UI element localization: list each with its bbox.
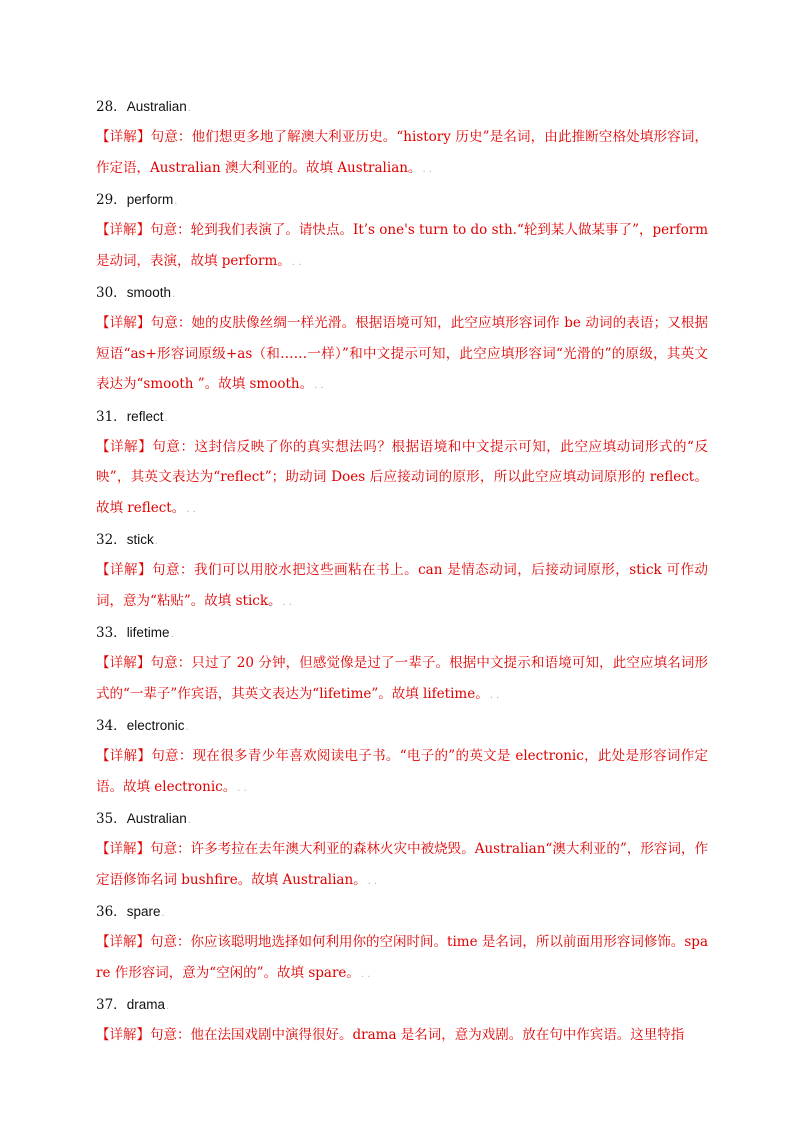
answer-word: perform <box>126 192 174 207</box>
question-number: 30． <box>96 285 127 301</box>
explanation: 【详解】句意：只过了 20 分钟，但感觉像是过了一辈子。根据中文提示和语境可知，此空应填名词形式的“一辈子”作宾语，其英文表达为“lifetime”。故填 lifetime。. . <box>96 655 709 702</box>
explanation-text: 句意：轮到我们表演了。请快点。It’s one's turn to do sth.“轮到某人做某事了”，perform 是动词，表演，故填 perform。 <box>96 222 708 269</box>
answer-line: 37．drama. <box>96 997 170 1013</box>
answer-word: drama <box>126 997 165 1012</box>
explanation: 【详解】句意：她的皮肤像丝绸一样光滑。根据语境可知，此空应填形容词作 be 动词的表语；又根据短语“as+形容词原级+as（和……一样）”和中文提示可知，此空应填形容词“光滑的”的原级，其英文表达为“smooth ”。故填 smooth。. . <box>96 315 709 392</box>
detail-label: 【详解】 <box>96 841 151 857</box>
explanation: 【详解】句意：轮到我们表演了。请快点。It’s one's turn to do sth.“轮到某人做某事了”，perform 是动词，表演，故填 perform。. . <box>96 222 708 269</box>
detail-label: 【详解】 <box>96 438 153 455</box>
detail-label: 【详解】 <box>96 222 151 238</box>
item-37 <box>96 990 708 1051</box>
item-29 <box>96 185 708 278</box>
explanation: 【详解】句意：这封信反映了你的真实想法吗？根据语境和中文提示可知，此空应填动词形式的“反映”，其英文表达为“reflect”；助动词 Does 后应接动词的原形，所以此空应填动词原形的 reflect。故填 reflect。. . <box>96 438 709 516</box>
question-number: 31． <box>96 408 127 425</box>
answer-word: lifetime <box>126 625 170 640</box>
item-28 <box>96 92 708 185</box>
item-33 <box>96 618 708 711</box>
answer-line: 34．electronic. <box>96 718 189 734</box>
answer-word: reflect <box>126 408 164 424</box>
explanation-text: 句意：他在法国戏剧中演得很好。drama 是名词，意为戏剧。放在句中作宾语。这里特指 <box>150 1027 685 1043</box>
answer-line: 30．smooth. <box>96 285 176 301</box>
answer-sheet <box>96 92 708 1051</box>
explanation-text: 句意：你应该聪明地选择如何利用你的空闲时间。time 是名词，所以前面用形容词修饰。spare 作形容词，意为“空闲的”。故填 spare。 <box>96 934 708 981</box>
explanation-text: 句意：只过了 20 分钟，但感觉像是过了一辈子。根据中文提示和语境可知，此空应填名词形式的“一辈子”作宾语，其英文表达为“lifetime”。故填 lifetime。 <box>96 655 709 702</box>
explanation-text: 句意：现在很多青少年喜欢阅读电子书。“电子的”的英文是 electronic，此处是形容词作定语。故填 electronic。 <box>96 748 709 795</box>
explanation: 【详解】句意：他们想更多地了解澳大利亚历史。“history 历史”是名词，由此推断空格处填形容词，作定语，Australian 澳大利亚的。故填 Australian。. . <box>96 129 709 176</box>
explanation-text: 句意：许多考拉在去年澳大利亚的森林火灾中被烧毁。Australian“澳大利亚的”，形容词，作定语修饰名词 bushfire。故填 Australian。 <box>96 841 709 888</box>
answer-word: Australian <box>126 99 187 114</box>
answer-line: 32．stick. <box>96 532 158 548</box>
detail-label: 【详解】 <box>96 1027 150 1043</box>
answer-word: smooth <box>126 285 171 300</box>
detail-label: 【详解】 <box>96 562 153 578</box>
answer-line: 31．reflect. <box>96 408 168 425</box>
explanation: 【详解】句意：你应该聪明地选择如何利用你的空闲时间。time 是名词，所以前面用形容词修饰。spare 作形容词，意为“空闲的”。故填 spare。. . <box>96 934 708 981</box>
answer-line: 29．perform. <box>96 192 178 208</box>
item-31 <box>96 402 708 526</box>
question-number: 34． <box>96 718 127 734</box>
item-36 <box>96 897 708 990</box>
explanation: 【详解】句意：现在很多青少年喜欢阅读电子书。“电子的”的英文是 electronic，此处是形容词作定语。故填 electronic。. . <box>96 748 709 795</box>
answer-line: 33．lifetime. <box>96 625 174 641</box>
item-35 <box>96 804 708 897</box>
explanation-text: 句意：这封信反映了你的真实想法吗？根据语境和中文提示可知，此空应填动词形式的“反映”，其英文表达为“reflect”；助动词 Does 后应接动词的原形，所以此空应填动词原形的 reflect。故填 reflect。 <box>96 438 709 516</box>
detail-label: 【详解】 <box>96 129 151 145</box>
item-30 <box>96 278 708 402</box>
answer-word: spare <box>126 904 161 919</box>
explanation <box>96 1020 708 1051</box>
question-number: 33． <box>96 625 127 641</box>
question-number: 32． <box>96 532 127 548</box>
question-number: 37． <box>96 997 127 1013</box>
explanation-text: 句意：他们想更多地了解澳大利亚历史。“history 历史”是名词，由此推断空格处填形容词，作定语，Australian 澳大利亚的。故填 Australian。 <box>96 129 709 176</box>
detail-label: 【详解】 <box>96 934 151 950</box>
explanation-text: 句意：她的皮肤像丝绸一样光滑。根据语境可知，此空应填形容词作 be 动词的表语；又根据短语“as+形容词原级+as（和……一样）”和中文提示可知，此空应填形容词“光滑的”的原级，其英文表达为“smooth ”。故填 smooth。 <box>96 315 709 392</box>
answer-line: 35．Australian. <box>96 811 191 827</box>
answer-line: 28．Australian. <box>96 99 191 115</box>
item-32 <box>96 525 708 618</box>
explanation: 【详解】句意：许多考拉在去年澳大利亚的森林火灾中被烧毁。Australian“澳大利亚的”，形容词，作定语修饰名词 bushfire。故填 Australian。. . <box>96 841 709 888</box>
detail-label: 【详解】 <box>96 748 152 764</box>
question-number: 29． <box>96 192 127 208</box>
explanation: 【详解】句意：我们可以用胶水把这些画粘在书上。can 是情态动词，后接动词原形，stick 可作动词，意为“粘贴”。故填 stick。. . <box>96 562 708 609</box>
answer-word: Australian <box>126 811 187 826</box>
question-number: 36． <box>96 904 127 920</box>
detail-label: 【详解】 <box>96 315 151 331</box>
answer-word: stick <box>126 532 154 547</box>
item-34 <box>96 711 708 804</box>
detail-label: 【详解】 <box>96 655 151 671</box>
answer-line: 36．spare. <box>96 904 165 920</box>
answer-word: electronic <box>126 718 185 733</box>
question-number: 35． <box>96 811 127 827</box>
explanation-text: 句意：我们可以用胶水把这些画粘在书上。can 是情态动词，后接动词原形，stick 可作动词，意为“粘贴”。故填 stick。 <box>96 562 708 609</box>
question-number: 28． <box>96 99 127 115</box>
